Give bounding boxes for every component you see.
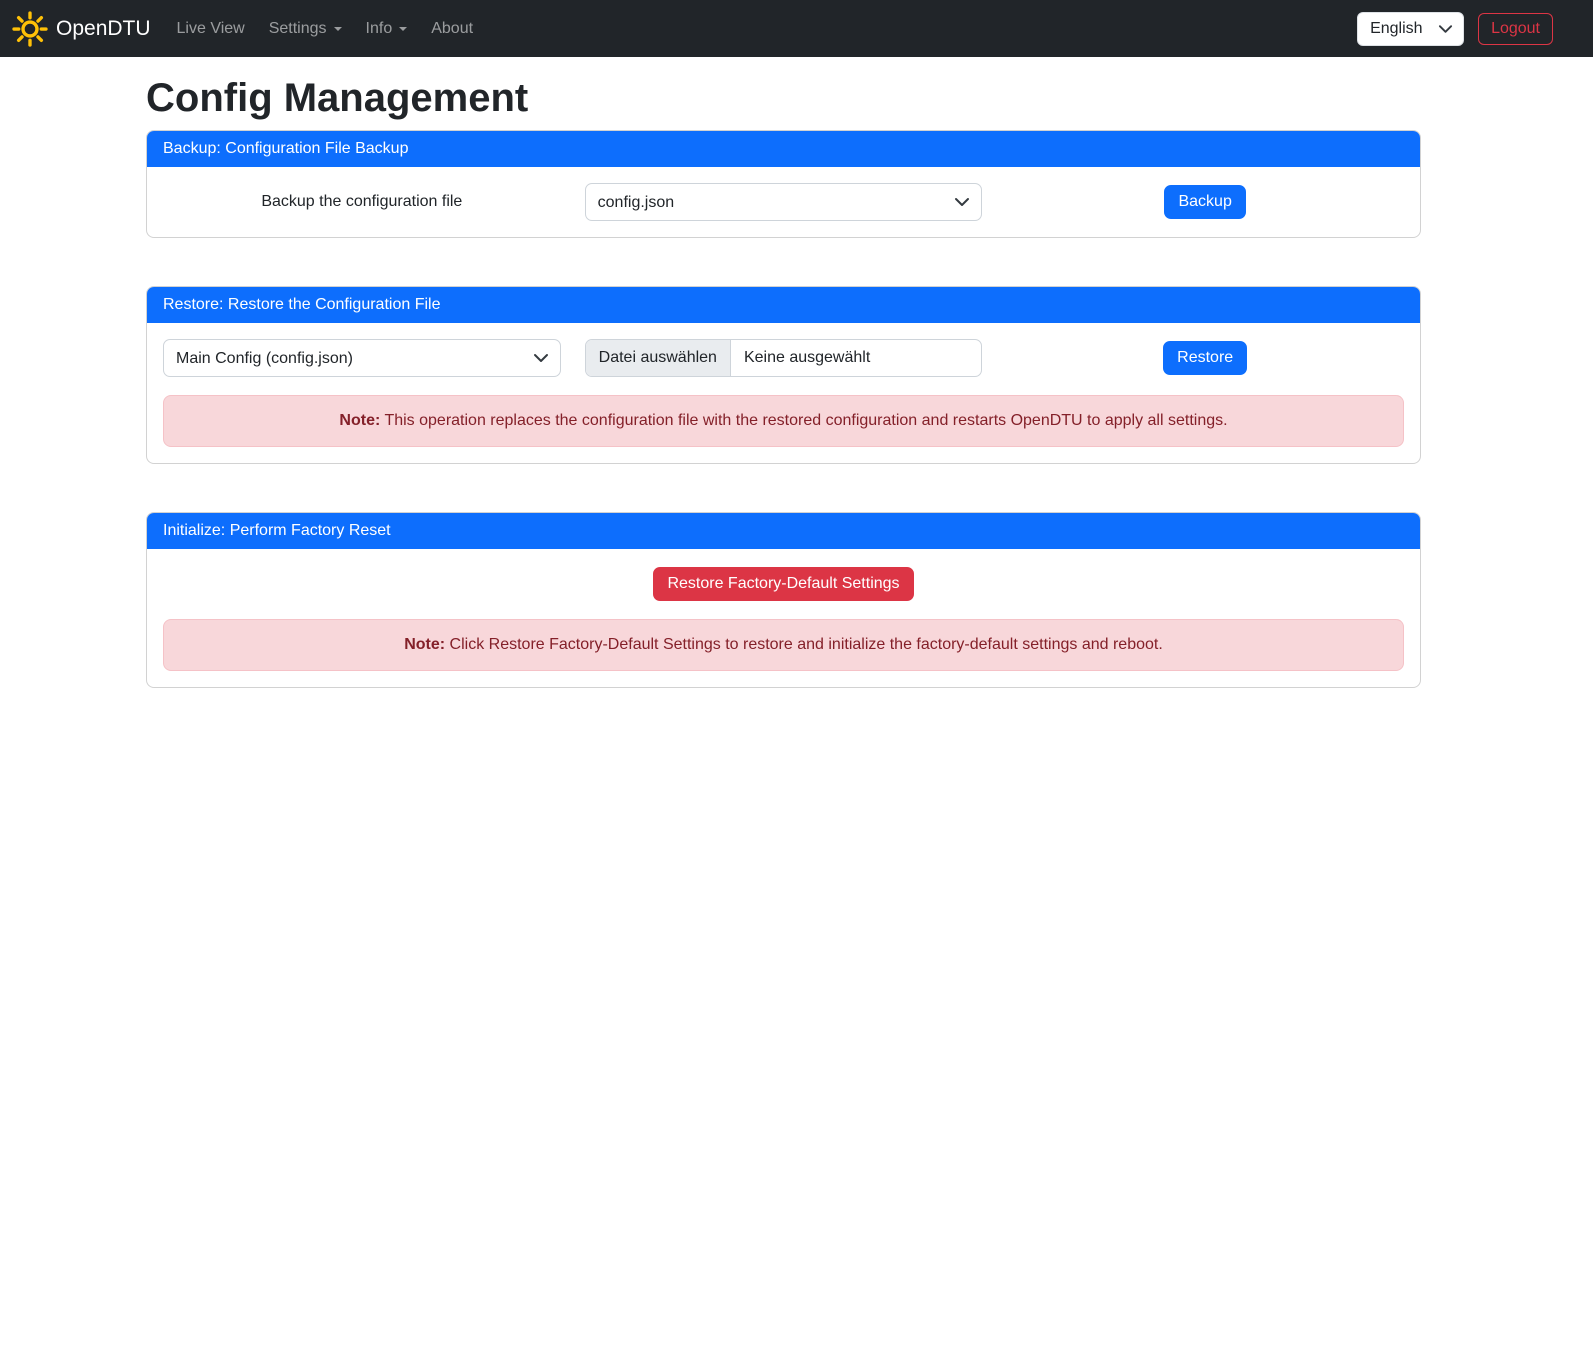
page-title: Config Management [146,76,529,120]
restore-card-header: Restore: Restore the Configuration File [147,287,1420,323]
brand-name: OpenDTU [56,16,151,40]
nav-item-about[interactable] [423,12,481,46]
logout-button[interactable]: Logout [1478,13,1553,45]
factory-reset-button[interactable]: Restore Factory-Default Settings [653,567,913,601]
restore-card-body [147,323,1420,463]
note-text: Click Restore Factory-Default Settings to restore and initialize the factory-default settings and reboot. [449,636,1163,653]
factory-reset-card-body [147,549,1420,687]
sun-logo-icon [12,11,48,47]
nav-item-live-view-label: Live View [176,19,245,37]
nav-item-settings-label: Settings [268,19,327,37]
restore-card [146,286,1421,464]
choose-file-button[interactable]: Datei auswählen [586,340,731,376]
chevron-down-icon [334,27,342,31]
restore-config-select-wrap [163,339,561,377]
nav-item-live-view[interactable] [169,12,253,46]
navbar-right-group [1357,12,1553,46]
note-label: Note: [339,412,381,429]
factory-reset-card [146,512,1421,688]
restore-config-select[interactable] [163,339,561,377]
nav-item-about-label: About [431,19,474,37]
top-navbar [0,0,1593,57]
backup-button[interactable]: Backup [1164,185,1245,219]
language-select-wrap [1357,12,1464,46]
restore-file-input[interactable] [585,339,983,377]
backup-card-body [147,167,1420,237]
factory-reset-card-header: Initialize: Perform Factory Reset [147,513,1420,549]
note-text: This operation replaces the configuration file with the restored configuration and restarts OpenDTU to apply all settings. [384,412,1228,429]
note-label: Note: [404,636,446,653]
restore-button[interactable]: Restore [1163,341,1247,375]
chevron-down-icon [399,27,407,31]
backup-card [146,130,1421,238]
backup-file-label: Backup the configuration file [261,193,463,210]
nav-item-info[interactable] [358,12,416,46]
backup-card-header: Backup: Configuration File Backup [147,131,1420,167]
factory-reset-note-alert [163,619,1404,671]
nav-item-info-label: Info [365,19,393,37]
brand-link[interactable] [12,11,151,47]
backup-file-select[interactable] [585,183,983,221]
main-content [146,74,1421,688]
backup-file-select-wrap [585,183,983,221]
file-chosen-status: Keine ausgewählt [743,349,871,366]
navbar-left-group [12,11,489,47]
restore-note-alert [163,395,1404,447]
language-select[interactable] [1357,12,1464,46]
nav-item-settings[interactable] [261,12,350,46]
